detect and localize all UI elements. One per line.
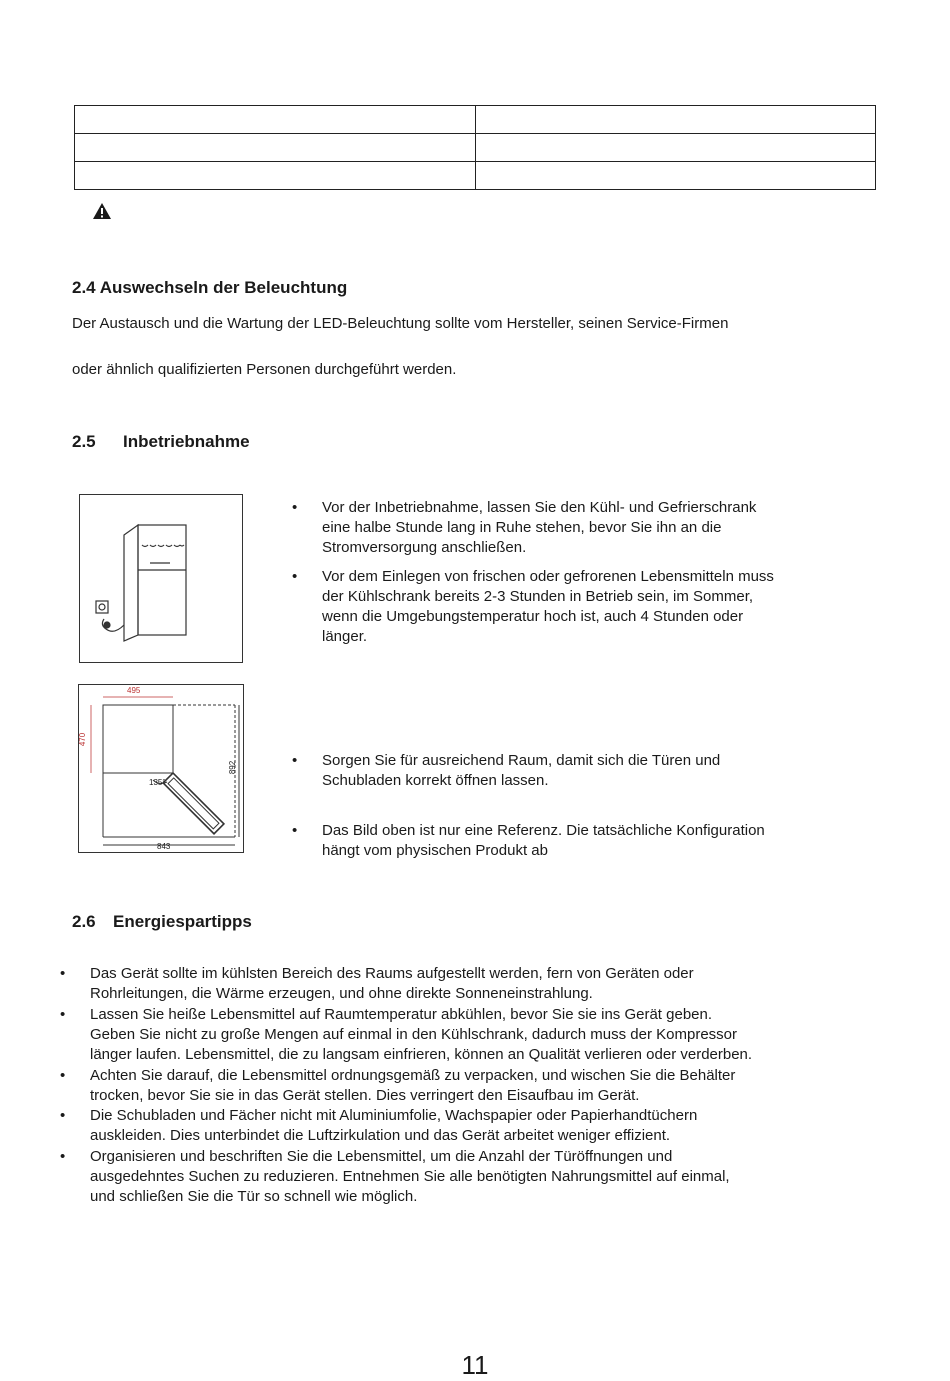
door-clearance-diagram <box>79 685 243 852</box>
table-row <box>75 106 876 134</box>
section-26-title: Energiespartipps <box>113 912 252 931</box>
list-item-line: Vor der Inbetriebnahme, lassen Sie den Kühl- und Gefrierschrank <box>322 499 757 516</box>
list-item <box>90 964 694 1004</box>
list-item <box>322 567 774 647</box>
dim-total-depth-label: 892 <box>228 760 238 775</box>
list-item <box>322 821 765 861</box>
list-item-line: Rohrleitungen, die Wärme erzeugen, und ohne direkte Sonneneinstrahlung. <box>90 985 593 1002</box>
bullet-marker: • <box>60 1148 66 1165</box>
list-item-line: auskleiden. Dies unterbindet die Luftzirkulation und das Gerät arbeitet weniger effizient. <box>90 1127 671 1144</box>
bullet-marker: • <box>292 822 298 839</box>
bullet-marker: • <box>60 1006 66 1023</box>
dim-depth-label: 470 <box>78 732 88 747</box>
table-cell <box>75 162 476 190</box>
bullet-marker: • <box>292 499 298 516</box>
fridge-power-figure <box>79 494 243 663</box>
table-cell <box>75 106 476 134</box>
bullet-marker: • <box>60 1067 66 1084</box>
table-cell <box>475 162 876 190</box>
list-item-line: Vor dem Einlegen von frischen oder gefrorenen Lebensmitteln muss <box>322 568 774 585</box>
table-cell <box>475 106 876 134</box>
dim-width-label: 495 <box>127 686 141 695</box>
list-item-line: hängt vom physischen Produkt ab <box>322 842 548 859</box>
bullet-marker: • <box>292 568 298 585</box>
section-24-line2: oder ähnlich qualifizierten Personen durchgeführt werden. <box>72 361 457 378</box>
table-row <box>75 162 876 190</box>
table-row <box>75 134 876 162</box>
list-item <box>90 1147 730 1207</box>
list-item-line: Das Bild oben ist nur eine Referenz. Die tatsächliche Konfiguration <box>322 822 765 839</box>
list-item-line: wenn die Umgebungstemperatur hoch ist, auch 4 Stunden oder <box>322 608 744 625</box>
list-item-line: Das Gerät sollte im kühlsten Bereich des Raums aufgestellt werden, fern von Geräten oder <box>90 965 694 982</box>
list-item-line: länger laufen. Lebensmittel, die zu langsam einfrieren, können an Qualität verlieren oder verderben. <box>90 1046 753 1063</box>
section-24-line1: Der Austausch und die Wartung der LED-Beleuchtung sollte vom Hersteller, seinen Service-Firmen <box>72 315 729 332</box>
bullet-marker: • <box>292 752 298 769</box>
dim-angle-label: 135° <box>149 778 166 787</box>
list-item-line: trocken, bevor Sie sie in das Gerät stellen. Dies verringert den Eisaufbau im Gerät. <box>90 1087 640 1104</box>
list-item-line: der Kühlschrank bereits 2-3 Stunden in Betrieb sein, im Sommer, <box>322 588 754 605</box>
list-item-line: länger. <box>322 628 368 645</box>
list-item-line: Die Schubladen und Fächer nicht mit Aluminiumfolie, Wachspapier oder Papierhandtüchern <box>90 1107 698 1124</box>
section-25-title: Inbetriebnahme <box>123 432 250 451</box>
fridge-plug-illustration <box>80 495 242 662</box>
list-item <box>90 1005 752 1065</box>
list-item-line: Sorgen Sie für ausreichend Raum, damit sich die Türen und <box>322 752 721 769</box>
section-26-number: 2.6 <box>72 912 96 931</box>
list-item-line: Achten Sie darauf, die Lebensmittel ordnungsgemäß zu verpacken, und wischen Sie die Behälter <box>90 1067 736 1084</box>
clearance-dimensions-figure <box>78 684 244 853</box>
bullet-marker: • <box>60 965 66 982</box>
section-24-heading: 2.4 Auswechseln der Beleuchtung <box>72 278 348 297</box>
page-number: 11 <box>461 1350 489 1380</box>
list-item <box>322 751 720 791</box>
list-item-line: Lassen Sie heiße Lebensmittel auf Raumtemperatur abkühlen, bevor Sie sie ins Gerät geben. <box>90 1006 713 1023</box>
list-item <box>322 498 756 558</box>
table-cell <box>75 134 476 162</box>
list-item-line: Organisieren und beschriften Sie die Lebensmittel, um die Anzahl der Türöffnungen und <box>90 1148 673 1165</box>
list-item-line: Geben Sie nicht zu große Mengen auf einmal in den Kühlschrank, dadurch muss der Kompressor <box>90 1026 738 1043</box>
section-25-number: 2.5 <box>72 432 96 451</box>
list-item-line: ausgedehntes Suchen zu reduzieren. Entnehmen Sie alle benötigten Nahrungsmittel auf einmal, <box>90 1168 730 1185</box>
list-item <box>90 1106 697 1146</box>
bullet-marker: • <box>60 1107 66 1124</box>
list-item <box>90 1066 735 1106</box>
list-item-line: Stromversorgung anschließen. <box>322 539 527 556</box>
table-cell <box>475 134 876 162</box>
list-item-line: eine halbe Stunde lang in Ruhe stehen, bevor Sie ihn an die <box>322 519 722 536</box>
list-item-line: Schubladen korrekt öffnen lassen. <box>322 772 549 789</box>
list-item-line: und schließen Sie die Tür so schnell wie möglich. <box>90 1188 418 1205</box>
spec-table <box>74 105 876 190</box>
dim-total-width-label: 843 <box>157 842 171 851</box>
warning-triangle-icon <box>92 202 112 220</box>
